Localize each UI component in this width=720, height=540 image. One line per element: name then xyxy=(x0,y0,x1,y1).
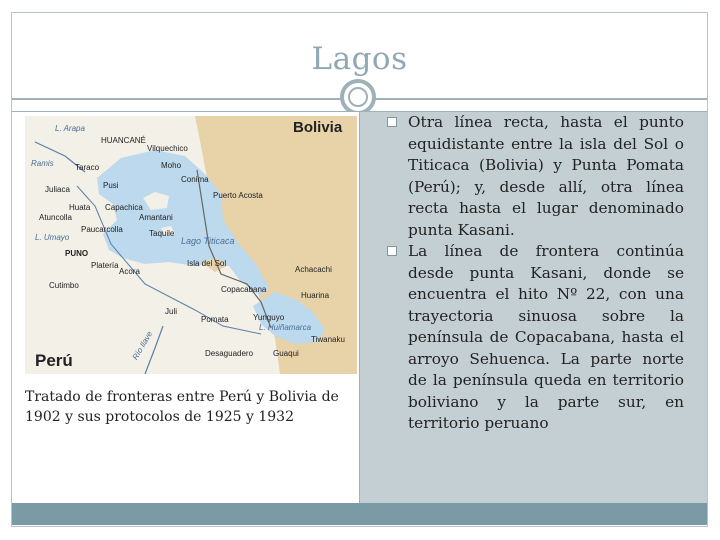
place-huata: Huata xyxy=(69,203,91,212)
place-taraco: Taraco xyxy=(75,163,100,172)
place-cutimbo: Cutimbo xyxy=(49,281,79,290)
place-yunguyo: Yunguyo xyxy=(253,313,285,322)
bullet-square-icon xyxy=(387,246,397,256)
place-acora: Acora xyxy=(119,267,140,276)
place-plateria: Platería xyxy=(91,261,119,270)
right-content-panel xyxy=(360,112,707,503)
bullet-item-2 xyxy=(384,241,684,435)
place-puno: PUNO xyxy=(65,249,89,258)
bullet-list xyxy=(384,112,684,435)
bullet-item-1 xyxy=(384,112,684,241)
bullet-text-2: La línea de frontera continúa desde punta Kasani, donde se encuentra el hito Nº 22, con una trayectoria sinuosa sobre la península de Copacabana, hasta el arroyo Sehuenca. La parte norte de la península queda en territorio boliviano y la parte sur, en territorio peruano xyxy=(408,242,684,432)
ring-ornament-icon xyxy=(340,79,376,115)
place-guaqui: Guaqui xyxy=(273,349,299,358)
lake-titicaca-map xyxy=(25,116,357,374)
place-huancane: HUANCANÉ xyxy=(101,136,146,145)
ilave-label: Río Ilave xyxy=(130,329,155,362)
slide-title: Lagos xyxy=(311,41,408,77)
place-juliaca: Juliaca xyxy=(45,185,70,194)
place-pomata: Pomata xyxy=(201,315,229,324)
left-content-panel xyxy=(12,112,359,503)
place-taquile: Taquile xyxy=(149,229,175,238)
place-isla-del-sol: Isla del Sol xyxy=(187,259,227,268)
huinamarca-label: L. Huiñamarca xyxy=(259,323,312,332)
place-tiwanaku: Tiwanaku xyxy=(311,335,345,344)
place-puerto-acosta: Puerto Acosta xyxy=(213,191,263,200)
place-atuncolla: Atuncolla xyxy=(39,213,72,222)
place-huarina: Huarina xyxy=(301,291,330,300)
arapa-label: L. Arapa xyxy=(55,124,85,133)
place-pusi: Pusi xyxy=(103,181,119,190)
bullet-text-1: Otra línea recta, hasta el punto equidistante entre la isla del Sol o Titicaca (Bolivia) y Punta Pomata (Perú); y, desde allí, otra línea recta hasta el lugar denominado punta Kasani. xyxy=(408,113,684,239)
place-copacabana: Copacabana xyxy=(221,285,267,294)
bolivia-label: Bolivia xyxy=(293,119,343,136)
place-juli: Juli xyxy=(165,307,178,316)
place-conima: Conima xyxy=(181,175,209,184)
footer-bar xyxy=(12,503,707,525)
place-amantani: Amantani xyxy=(139,213,173,222)
bullet-square-icon xyxy=(387,117,397,127)
lake-label: Lago Titicaca xyxy=(181,236,235,246)
ramis-label: Ramis xyxy=(31,159,54,168)
place-moho: Moho xyxy=(161,161,182,170)
place-paucarcolla: Paucarcolla xyxy=(81,225,123,234)
place-vilquechico: Vilquechico xyxy=(147,144,188,153)
place-achacachi: Achacachi xyxy=(295,265,332,274)
map-caption: Tratado de fronteras entre Perú y Bolivia de 1902 y sus protocolos de 1925 y 1932 xyxy=(25,389,339,425)
place-desaguadero: Desaguadero xyxy=(205,349,254,358)
umayo-label: L. Umayo xyxy=(35,233,70,242)
place-capachica: Capachica xyxy=(105,203,143,212)
peru-label: Perú xyxy=(35,351,73,370)
